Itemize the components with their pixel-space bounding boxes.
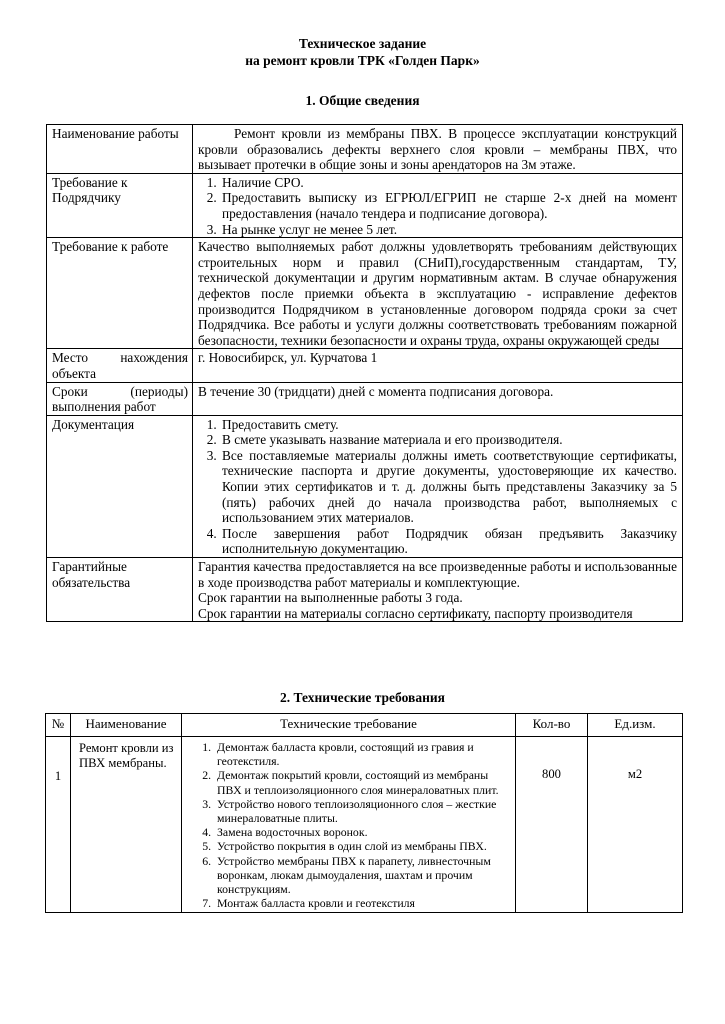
row-unit: м2 — [588, 737, 683, 913]
list-item: 1. Демонтаж балласта кровли, состоящий из гравия и геотекстиля. — [214, 740, 511, 768]
list-item: 2. Предоставить выписку из ЕГРЮЛ/ЕГРИП не старше 2-х дней на момент предоставления (начало тендера и подписание договора). — [220, 190, 677, 221]
table-row — [47, 238, 683, 349]
list-item: 5. Устройство покрытия в один слой из мембраны ПВХ. — [214, 839, 511, 853]
document-subtitle: на ремонт кровли ТРК «Голден Парк» — [245, 53, 480, 68]
column-header-requirements: Технические требование — [182, 714, 516, 737]
row-value — [193, 173, 683, 237]
row-label: Документация — [47, 415, 193, 557]
row-value: Ремонт кровли из мембраны ПВХ. В процессе эксплуатации конструкций кровли образовались дефекты верхнего слоя кровли – мембраны ПВХ, что вызывает протечки в общие зоны и зоны арендаторов на 3м этаже. — [193, 125, 683, 174]
column-header-name: Наименование — [71, 714, 182, 737]
paragraph: Гарантия качества предоставляется на все произведенные работы и использованные в ходе производства работ материалы и комплектующие. — [198, 559, 677, 590]
list-item: 2. Демонтаж покрытий кровли, состоящий из мембраны ПВХ и теплоизоляционного слоя минераловатных плит. — [214, 768, 511, 796]
row-label: Место нахождения объекта — [47, 349, 193, 382]
column-header-quantity: Кол-во — [516, 714, 588, 737]
row-label: Гарантийные обязательства — [47, 558, 193, 622]
list-item: 3. Устройство нового теплоизоляционного слоя – жесткие минераловатные плиты. — [214, 797, 511, 825]
row-value: г. Новосибирск, ул. Курчатова 1 — [193, 349, 683, 382]
row-requirements — [182, 737, 516, 913]
general-info-table — [46, 124, 683, 622]
table-row — [46, 737, 683, 913]
list-item: 6. Устройство мембраны ПВХ к парапету, ливнесточным воронкам, люкам дымоудаления, шахтам и прочим конструкциям. — [214, 854, 511, 897]
row-value — [193, 558, 683, 622]
table-row — [47, 415, 683, 557]
row-label: Наименование работы — [47, 125, 193, 174]
row-number: 1 — [46, 737, 71, 913]
table-row — [47, 125, 683, 174]
numbered-list — [198, 175, 677, 237]
table-row — [47, 382, 683, 415]
paragraph: Срок гарантии на материалы согласно сертификату, паспорту производителя — [198, 605, 633, 621]
section-heading-technical: 2. Технические требования — [280, 690, 445, 705]
section-heading-general: 1. Общие сведения — [305, 93, 420, 108]
table-row — [47, 173, 683, 237]
numbered-list — [198, 417, 677, 557]
row-quantity: 800 — [516, 737, 588, 913]
row-name: Ремонт кровли из ПВХ мембраны. — [71, 737, 182, 913]
list-item: 7. Монтаж балласта кровли и геотекстиля — [214, 896, 511, 910]
paragraph: Срок гарантии на выполненные работы 3 года. — [198, 590, 463, 606]
table-row — [47, 558, 683, 622]
table-row — [47, 349, 683, 382]
column-header-number: № — [46, 714, 71, 737]
technical-requirements-table — [45, 713, 683, 913]
table-header-row — [46, 714, 683, 737]
list-item: 4. После завершения работ Подрядчик обязан предъявить Заказчику исполнительную документацию. — [220, 526, 677, 557]
row-value: Качество выполняемых работ должны удовлетворять требованиям действующих строительных норм и правил (СНиП),государственным стандартам, ТУ, технической документации и другим нормативным актам. В случае обнаружения дефектов после приемки объекта в эксплуатацию - исправление дефектов производится Подрядчиком в установленные договором подряда сроки за счет Подрядчика. Все работы и услуги должны соответствовать требованиям пожарной безопасности, техники безопасности и охраны труда, охраны окружающей среды — [193, 238, 683, 349]
row-label: Требование к Подрядчику — [47, 173, 193, 237]
row-label: Сроки (периоды) выполнения работ — [47, 382, 193, 415]
row-value: В течение 30 (тридцати) дней с момента подписания договора. — [193, 382, 683, 415]
list-item: 3. На рынке услуг не менее 5 лет. — [220, 222, 677, 238]
document-title: Техническое задание — [298, 36, 427, 51]
list-item: 1. Наличие СРО. — [220, 175, 677, 191]
list-item: 4. Замена водосточных воронок. — [214, 825, 511, 839]
numbered-list — [182, 740, 511, 910]
column-header-unit: Ед.изм. — [588, 714, 683, 737]
list-item: 1. Предоставить смету. — [220, 417, 677, 433]
list-item: 3. Все поставляемые материалы должны иметь соответствующие сертификаты, технические паспорта и другие документы, удостоверяющие их качество. Копии этих сертификатов и т. д. должны быть представлены Заказчику за 5 (пять) рабочих дней до начала производства работ, выполняемых с использованием этих материалов. — [220, 448, 677, 526]
list-item: 2. В смете указывать название материала и его производителя. — [220, 432, 677, 448]
row-value — [193, 415, 683, 557]
row-label: Требование к работе — [47, 238, 193, 349]
